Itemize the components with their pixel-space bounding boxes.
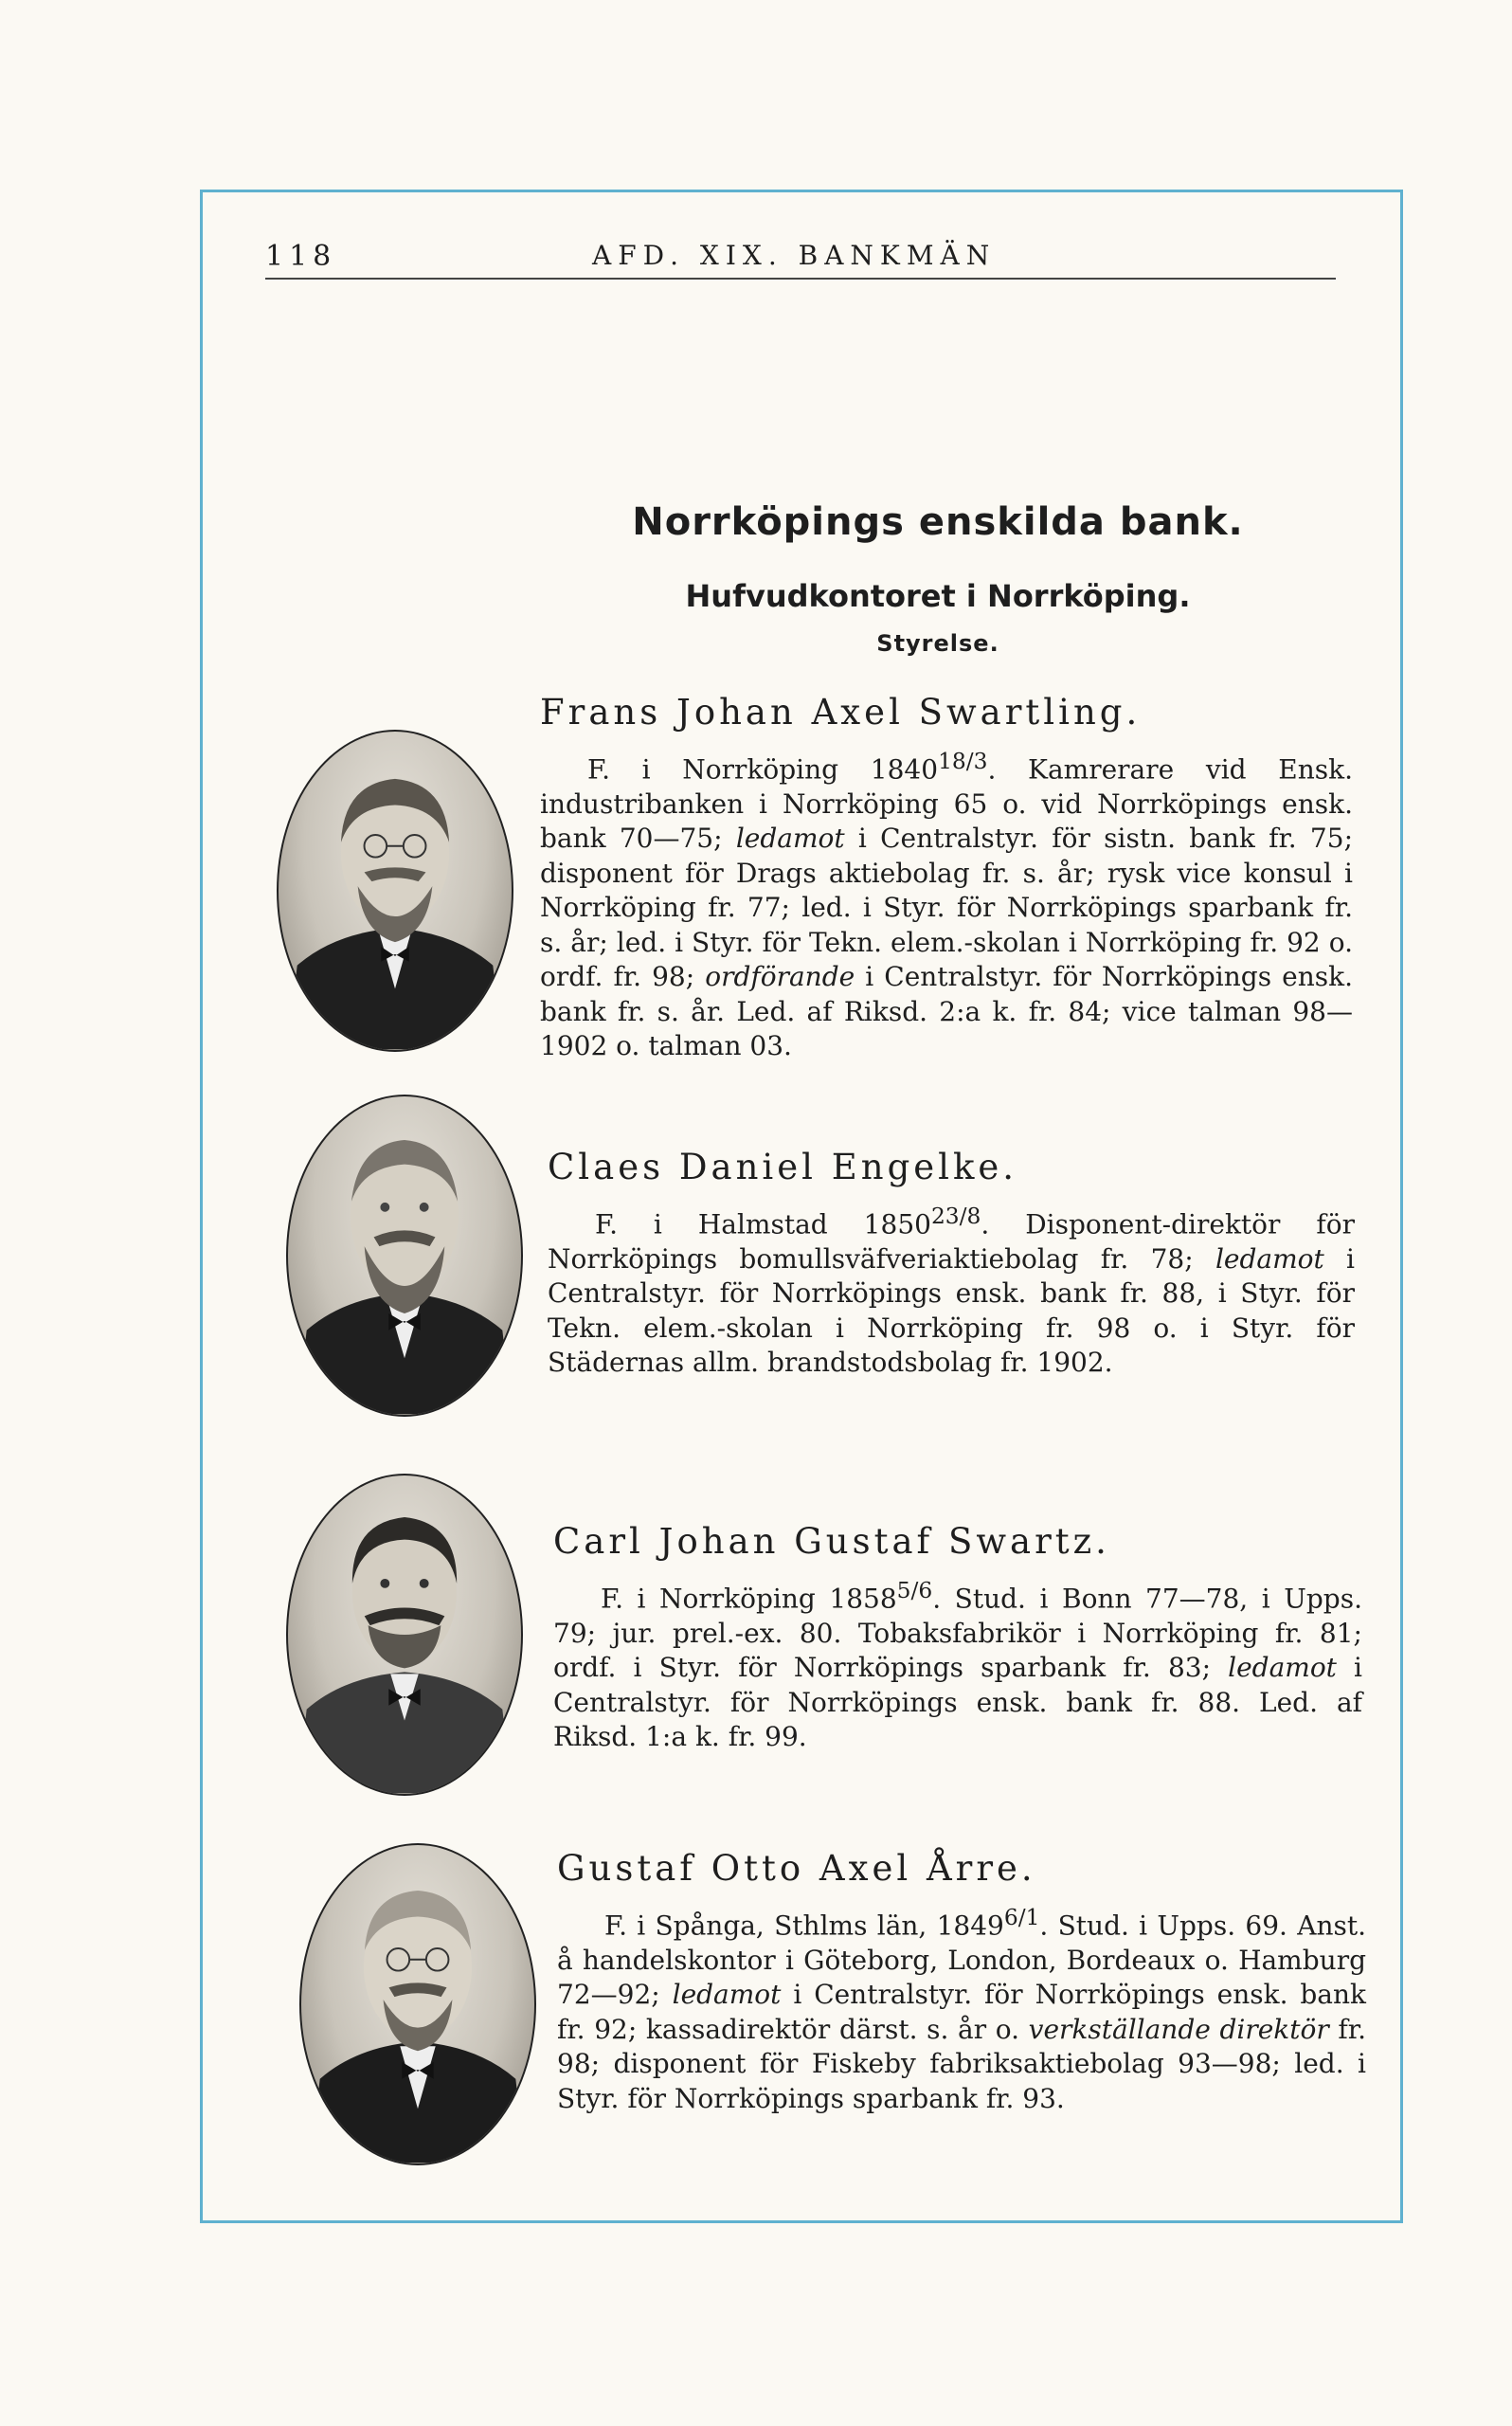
portrait-swartz	[286, 1474, 523, 1796]
entry-biography: F. i Halmstad $1850^{23/8}$. Disponent-direktör för Norrköpings bomullsväfveriaktiebolag fr. 78; ledamot i Centralstyr. för Norrköpings ensk. bank fr. 88, i Styr. för Tekn. elem.-skolan i Norrköping fr. 98 o. i Styr. för Städernas allm. brandstodsbolag fr. 1902.	[548, 1203, 1355, 1379]
portrait-engelke	[286, 1095, 523, 1417]
portrait-arre	[299, 1843, 536, 2165]
entry-name: Carl Johan Gustaf Swartz.	[553, 1521, 1110, 1562]
entry-biography: F. i Norrköping $1858^{5/6}$. Stud. i Bonn 77—78, i Upps. 79; jur. prel.-ex. 80. Tobaksfabrikör i Norrköping fr. 81; ordf. i Styr. för Norrköpings sparbank fr. 83; ledamot i Centralstyr. för Norrköpings ensk. bank fr. 88. Led. af Riksd. 1:a k. fr. 99.	[553, 1577, 1363, 1753]
entry-biography: F. i Spånga, Sthlms län, $1849^{6/1}$. Stud. i Upps. 69. Anst. å handelskontor i Göteborg, London, Bordeaux o. Hamburg 72—92; ledamot i Centralstyr. för Norrköpings ensk. bank fr. 92; kassadirektör därst. s. år o. verkställande direktör fr. 98; disponent för Fiskeby fabriksaktiebolag 93—98; led. i Styr. för Norrköpings sparbank fr. 93.	[557, 1904, 1366, 2114]
bank-title: Norrköpings enskilda bank.	[632, 500, 1244, 544]
entry-name: Gustaf Otto Axel Årre.	[557, 1848, 1036, 1889]
portrait-swartling	[277, 730, 513, 1052]
portrait-engelke-image	[288, 1096, 521, 1415]
entry-name: Frans Johan Axel Swartling.	[540, 692, 1142, 733]
page-number: 118	[265, 240, 337, 273]
board-heading: Styrelse.	[876, 630, 999, 657]
office-title: Hufvudkontoret i Norrköping.	[685, 578, 1191, 614]
running-head	[265, 240, 1336, 280]
section-title: AFD. XIX. BANKMÄN	[592, 240, 997, 271]
entry-arre	[557, 1848, 1366, 2116]
entry-name: Claes Daniel Engelke.	[548, 1147, 1018, 1187]
entry-swartz	[553, 1521, 1362, 1755]
entry-engelke	[548, 1147, 1355, 1381]
entry-swartling	[540, 692, 1353, 1064]
entry-biography: F. i Norrköping $1840^{18/3}$. Kamrerare vid Ensk. industribanken i Norrköping 65 o. vid Norrköpings ensk. bank 70—75; ledamot i Centralstyr. för sistn. bank fr. 75; disponent för Drags aktiebolag fr. s. år; rysk vice konsul i Norrköping fr. 77; led. i Styr. för Norrköpings sparbank fr. s. år; led. i Styr. för Tekn. elem.-skolan i Norrköping fr. 92 o. ordf. fr. 98; ordförande i Centralstyr. för Norrköpings ensk. bank fr. s. år. Led. af Riksd. 2:a k. fr. 84; vice talman 98—1902 o. talman 03.	[540, 748, 1353, 1062]
portrait-swartz-image	[288, 1476, 521, 1794]
portrait-arre-image	[301, 1845, 534, 2163]
portrait-swartling-image	[279, 732, 512, 1050]
